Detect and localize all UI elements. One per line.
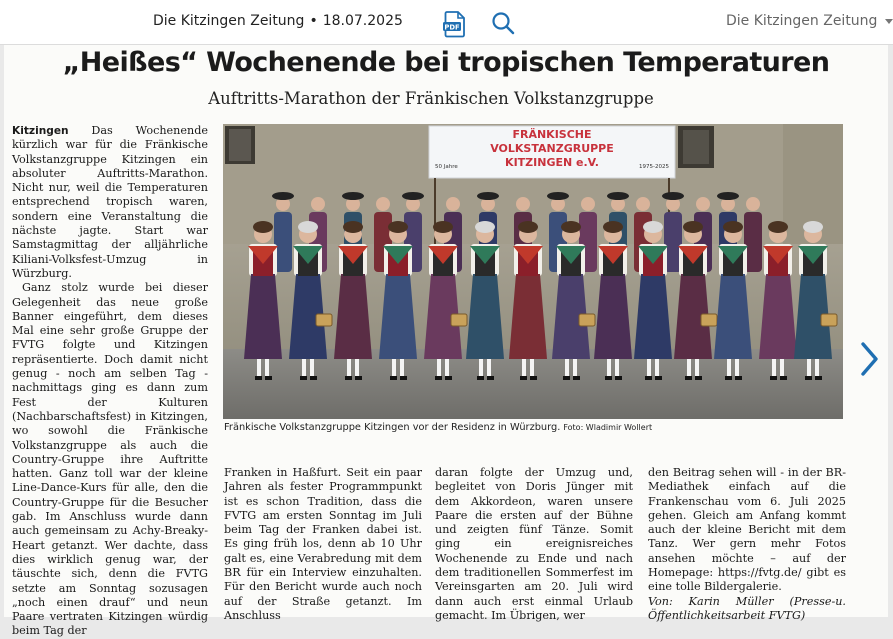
article-dateline: Kitzingen [12, 125, 69, 137]
issue-date: 18.07.2025 [322, 13, 403, 29]
banner-anniversary-text: 50 Jahre [435, 164, 458, 170]
search-button[interactable] [490, 10, 516, 36]
article-headline: „Heißes“ Wochenende bei tropischen Temperaturen [62, 47, 830, 78]
article-subheadline: Auftritts-Marathon der Fränkischen Volkstanzgruppe [208, 89, 654, 108]
edition-selector-label: Die Kitzingen Zeitung [726, 13, 878, 29]
article-lead-paragraph [12, 124, 208, 281]
article-paragraph: Franken in Haßfurt. Seit ein paar Jahren als fester Programmpunkt ist es schon Tradition, dass die FVTG am ersten Sonntag im Juli beim Tag der Franken dabei ist. Es ging früh los, denn ab 10 Uhr galt es, eine Verabredung mit dem BR für ein Interview einzuhalten. Für den Bericht wurde auch noch auf der Straße getanzt. Im Anschluss [224, 466, 422, 622]
article-author-signature: Von: Karin Müller (Presse-u. Öffentlichkeitsarbeit FVTG) [648, 594, 846, 622]
article-column-3 [435, 466, 633, 623]
article-paragraph: Ganz stolz wurde bei dieser Gelegenheit das neue große Banner eingeführt, dem dieses Mal eine sehr große Gruppe der FVTG folgte und Kitzingen repräsentierte. Doch damit nicht genug - noch am selben Tag - nachmittags ging es dann zum Fest der Kulturen (Nachbarschaftsfest) in Kitzingen, wo sowohl die Fränkische Volkstanzgruppe als auch die Country-Gruppe ihre Auftritte hatten. Ganz toll war der kleine Line-Dance-Kurs für alle, den die Country-Gruppe für die Besucher gab. Im Anschluss wurde dann auch gemeinsam zu Achy-Breaky-Heart getanzt. Wer dachte, dass dies wirklich genug war, der täuschte sich, denn die FVTG setzte am Sonntag sozusagen „noch einen drauf“ und neun Paare vertraten Kitzingen würdig beim Tag der [12, 281, 208, 638]
banner-years-text: 1975-2025 [639, 164, 669, 170]
photo-caption-text: Fränkische Volkstanzgruppe Kitzingen vor der Residenz in Würzburg. [224, 422, 561, 433]
publication-name: Die Kitzingen Zeitung [153, 13, 305, 29]
photo-credit: Foto: Wladimir Wollert [563, 423, 653, 432]
banner-title-line-2: VOLKSTANZGRUPPE [490, 142, 614, 155]
banner-title-line-3: KITZINGEN e.V. [505, 156, 599, 169]
article-lead-text: Das Wochenende kürzlich war für die Fränkische Volkstanzgruppe Kitzingen ein absoluter Auftritts-Marathon. Nicht nur, weil die Temperaturen entsprechend tropisch waren, sondern eine Veranstaltung die nächste jagte. Start war Samstagmittag der alljährliche Kiliani-Volksfest-Umzug in Würzburg. [12, 124, 208, 280]
publication-separator: • [309, 13, 318, 29]
publication-info [153, 13, 403, 29]
pdf-icon [442, 10, 468, 38]
newspaper-page [4, 45, 888, 638]
article-column-2 [224, 466, 422, 623]
search-icon [490, 10, 516, 36]
article-paragraph: daran folgte der Umzug und, begleitet von Doris Jünger mit dem Akkordeon, waren unsere Paare die ersten auf der Bühne und zeigten fünf Tänze. Somit ging ein ereignisreiches Wochenende zu Ende und nach dem traditionellen Sommerfest im Vereinsgarten am 20. Juli wird dann auch erst einmal Urlaub gemacht. Im Übrigen, wer [435, 466, 633, 622]
edition-selector[interactable] [726, 13, 893, 29]
svg-text:PDF: PDF [444, 23, 460, 32]
next-page-button[interactable] [856, 340, 882, 378]
top-toolbar [0, 0, 893, 45]
article-column-1 [12, 124, 208, 639]
chevron-down-icon [885, 19, 893, 24]
article-column-4 [648, 466, 846, 623]
article-photo [223, 124, 843, 419]
banner-title-line-1: FRÄNKISCHE [512, 128, 592, 141]
pdf-download-button[interactable] [442, 10, 468, 38]
chevron-right-icon [856, 340, 882, 378]
photo-caption [224, 422, 652, 433]
article-paragraph: den Beitrag sehen will - in der BR-Mediathek einfach auf die Frankenschau vom 6. Juli 2025 gehen. Gleich am Anfang kommt auch der kleine Bericht mit dem Tanz. Wer gern mehr Fotos ansehen möchte – auf der Homepage: https://fvtg.de/ gibt es eine tolle Bildergalerie. [648, 466, 846, 594]
